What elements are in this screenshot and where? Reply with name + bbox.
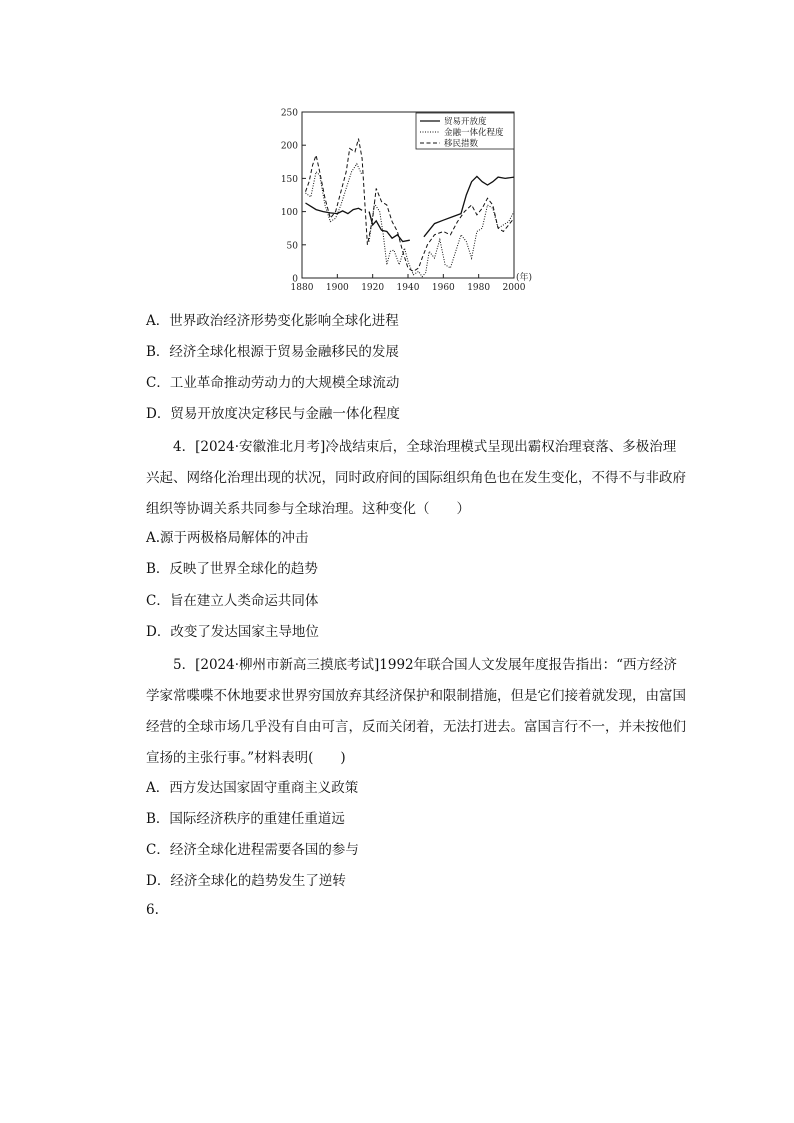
question-4-line3: 组织等协调关系共同参与全球治理。这种变化（ ） — [146, 501, 470, 517]
series-line-3 — [306, 139, 515, 272]
y-tick-label: 100 — [280, 208, 298, 219]
question-5-line1: 5．[2024·柳州市新高三摸底考试]1992年联合国人文发展年度报告指出：“西方经济 — [173, 657, 678, 673]
question-5-line2: 学家常喋喋不休地要求世界穷国放弃其经济保护和限制措施，但是它们接着就发现，由富国 — [146, 688, 686, 704]
series-line-1 — [424, 176, 514, 236]
y-tick-label: 0 — [292, 274, 298, 285]
option-4a: A.源于两极格局解体的冲击 — [146, 530, 309, 546]
option-4d: D．改变了发达国家主导地位 — [146, 624, 319, 640]
option-4b: B．反映了世界全球化的趋势 — [146, 561, 318, 577]
question-5-line3: 经营的全球市场几乎没有自由可言，反而关闭着，无法打进去。富国言行不一，并未按他们 — [146, 719, 686, 735]
y-tick-label: 200 — [280, 141, 298, 152]
x-axis-label: (年) — [516, 273, 533, 283]
y-tick-label: 50 — [286, 241, 298, 252]
legend-label-3: 移民措数 — [444, 139, 479, 149]
x-tick-label: 1960 — [431, 283, 455, 293]
question-6-label: 6. — [146, 902, 159, 918]
series-line-1 — [306, 203, 363, 214]
y-tick-label: 150 — [280, 174, 298, 185]
question-4-line1: 4．[2024·安徽淮北月考]冷战结束后，全球治理模式呈现出霸权治理衰落、多极治理 — [173, 439, 677, 455]
question-5-line4: 宣扬的主张行事。”材料表明( ) — [146, 750, 346, 766]
series-line-1 — [369, 212, 410, 242]
option-5b: B．国际经济秩序的重建任重道远 — [146, 811, 345, 827]
line-chart — [270, 100, 550, 300]
x-tick-label: 1900 — [325, 283, 349, 293]
question-4-line2: 兴起、网络化治理出现的状况，同时政府间的国际组织角色也在发生变化，不得不与非政府 — [146, 470, 686, 486]
x-tick-label: 2000 — [502, 283, 526, 293]
x-tick-label: 1920 — [361, 283, 385, 293]
option-3c: C．工业革命推动劳动力的大规模全球流动 — [146, 375, 400, 391]
series-line-2 — [369, 204, 514, 277]
y-tick-label: 250 — [280, 108, 298, 119]
option-3b: B．经济全球化根源于贸易金融移民的发展 — [146, 344, 399, 360]
legend-label-1: 贸易开放度 — [444, 117, 487, 127]
x-tick-label: 1940 — [396, 283, 420, 293]
option-5a: A．西方发达国家固守重商主义政策 — [146, 780, 359, 796]
option-3d: D．贸易开放度决定移民与金融一体化程度 — [146, 406, 400, 422]
option-5c: C．经济全球化进程需要各国的参与 — [146, 842, 359, 858]
option-5d: D．经济全球化的趋势发生了逆转 — [146, 873, 346, 889]
x-tick-label: 1980 — [467, 283, 491, 293]
option-4c: C．旨在建立人类命运共同体 — [146, 593, 319, 609]
option-3a: A．世界政治经济形势变化影响全球化进程 — [146, 313, 399, 329]
x-tick-label: 1880 — [290, 283, 314, 293]
legend-label-2: 金融一体化程度 — [444, 128, 504, 138]
